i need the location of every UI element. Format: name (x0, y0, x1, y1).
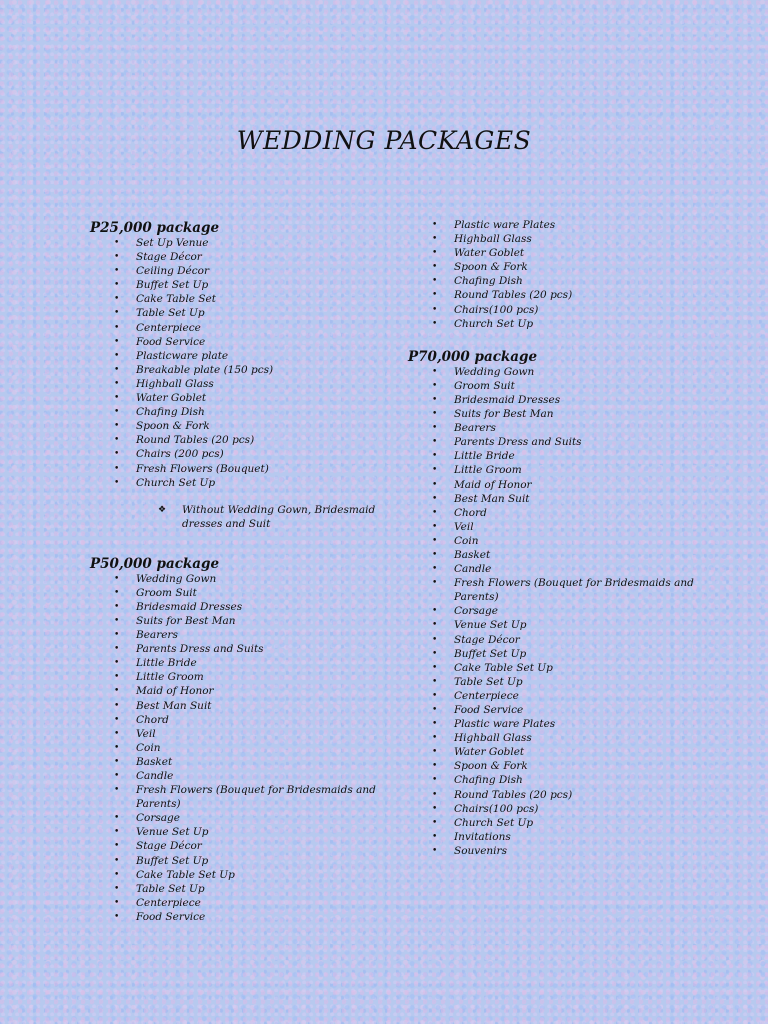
list-item-text: Stage Décor (136, 840, 202, 853)
list-item (408, 393, 708, 407)
bullet-icon: • (432, 662, 438, 673)
list-item (90, 628, 390, 642)
bullet-icon: • (114, 364, 120, 375)
bullet-icon: • (114, 855, 120, 866)
list-item-text: Corsage (136, 812, 180, 825)
list-item-text: Corsage (454, 605, 498, 618)
bullet-icon: • (114, 266, 120, 277)
list-item-text: Basket (454, 548, 491, 561)
list-item-text: Church Set Up (454, 317, 534, 330)
list-item (90, 292, 390, 306)
bullet-icon: • (432, 733, 438, 744)
list-item (90, 600, 390, 614)
page-title: WEDDING PACKAGES (236, 126, 532, 155)
bullet-icon: • (432, 690, 438, 701)
bullet-icon: • (114, 897, 120, 908)
bullet-icon: • (432, 521, 438, 532)
list-item (90, 854, 390, 868)
list-item-text: Best Man Suit (136, 699, 212, 712)
list-item (90, 868, 390, 882)
bullet-icon: • (432, 234, 438, 245)
list-item (90, 572, 390, 586)
bullet-icon: • (114, 407, 120, 418)
bullet-icon: • (114, 336, 120, 347)
list-item (90, 783, 390, 811)
bullet-icon: • (432, 817, 438, 828)
list-item (408, 534, 708, 548)
list-item (90, 684, 390, 698)
list-item-text: Food Service (136, 335, 206, 348)
list-item-text: Cake Table Set Up (136, 868, 235, 881)
list-item (90, 713, 390, 727)
list-item-text: Spoon & Fork (454, 760, 528, 773)
bullet-icon: • (114, 827, 120, 838)
list-item-text: Coin (454, 534, 479, 547)
bullet-icon: • (114, 393, 120, 404)
list-item-text: Bridesmaid Dresses (454, 393, 561, 406)
list-item (408, 717, 708, 731)
bullet-icon: • (114, 869, 120, 880)
list-item-text: Maid of Honor (454, 478, 532, 491)
list-item (90, 236, 390, 250)
bullet-icon: • (432, 366, 438, 377)
list-item (408, 675, 708, 689)
bullet-icon: • (432, 676, 438, 687)
list-item (90, 670, 390, 684)
list-item (408, 689, 708, 703)
list-item (408, 317, 708, 331)
list-item-text: Fresh Flowers (Bouquet for Bridesmaids and Parents) (136, 784, 376, 811)
list-item-text: Food Service (454, 704, 524, 716)
list-item-text: Round Tables (20 pcs) (454, 788, 573, 801)
list-item-text: Maid of Honor (136, 685, 214, 698)
bullet-icon: • (114, 785, 120, 796)
bullet-icon: • (114, 322, 120, 333)
list-item (408, 218, 708, 232)
list-item (90, 727, 390, 741)
list-item (408, 788, 708, 802)
list-item (408, 618, 708, 632)
list-item (408, 520, 708, 534)
list-item-text: Table Set Up (454, 675, 523, 688)
right-column (408, 218, 708, 858)
bullet-icon: • (432, 634, 438, 645)
list-item (408, 745, 708, 759)
list-item (90, 476, 390, 490)
list-item-text: Groom Suit (454, 379, 515, 392)
bullet-icon: • (114, 252, 120, 263)
bullet-icon: • (432, 578, 438, 589)
list-item (408, 365, 708, 379)
list-item-text: Table Set Up (136, 882, 205, 895)
bullet-icon: • (432, 564, 438, 575)
list-item (90, 377, 390, 391)
list-item (90, 433, 390, 447)
list-item (408, 633, 708, 647)
bullet-icon: • (114, 883, 120, 894)
bullet-icon: • (432, 304, 438, 315)
list-item-text: Round Tables (20 pcs) (136, 434, 255, 447)
list-item (90, 839, 390, 853)
list-item-text: Chairs(100 pcs) (454, 303, 539, 316)
list-item (408, 232, 708, 246)
list-item (408, 802, 708, 816)
list-item (408, 506, 708, 520)
bullet-icon: • (114, 841, 120, 852)
bullet-icon: • (432, 262, 438, 273)
list-item-text: Parents Dress and Suits (454, 436, 582, 449)
list-item (90, 447, 390, 461)
list-item (90, 642, 390, 656)
bullet-icon: • (432, 276, 438, 287)
list-item (408, 274, 708, 288)
list-item-text: Cake Table Set (136, 293, 216, 306)
bullet-icon: • (432, 789, 438, 800)
list-item-text: Plastic ware Plates (454, 718, 556, 731)
list-item-text: Highball Glass (136, 377, 214, 390)
list-item (408, 435, 708, 449)
bullet-icon: • (114, 421, 120, 432)
bullet-icon: • (114, 308, 120, 319)
list-item (90, 391, 390, 405)
left-column (90, 220, 390, 924)
list-item-text: Stage Décor (136, 251, 202, 264)
list-item (90, 419, 390, 433)
bullet-icon: • (432, 394, 438, 405)
list-item (408, 576, 708, 604)
list-item-text: Breakable plate (150 pcs) (136, 363, 274, 376)
list-item (90, 586, 390, 600)
list-item (408, 703, 708, 717)
list-item-text: Water Goblet (136, 392, 207, 405)
list-item (90, 656, 390, 670)
list-item-text: Water Goblet (454, 746, 525, 759)
list-item (90, 811, 390, 825)
list-item-text: Candle (454, 563, 492, 576)
bullet-icon: • (114, 672, 120, 683)
list-item-text: Suits for Best Man (136, 614, 236, 627)
list-item-text: Souvenirs (454, 844, 507, 857)
list-item-text: Centerpiece (136, 896, 201, 909)
list-item-text: Bridesmaid Dresses (136, 600, 243, 613)
bullet-icon: • (114, 378, 120, 389)
list-item (408, 246, 708, 260)
list-item (90, 363, 390, 377)
list-item (90, 335, 390, 349)
bullet-icon: • (114, 601, 120, 612)
bullet-icon: • (114, 756, 120, 767)
list-item (408, 478, 708, 492)
list-item-text: Highball Glass (454, 233, 532, 246)
bullet-icon: • (114, 573, 120, 584)
list-item-text: Wedding Gown (136, 572, 217, 585)
bullet-icon: • (114, 714, 120, 725)
list-item (90, 250, 390, 264)
list-item (408, 773, 708, 787)
list-item-text: Venue Set Up (454, 619, 527, 632)
list-item (90, 264, 390, 278)
list-item (408, 463, 708, 477)
list-item (408, 647, 708, 661)
bullet-icon: • (432, 803, 438, 814)
list-item (90, 405, 390, 419)
list-item-text: Plastic ware Plates (454, 219, 556, 231)
list-item-text: Bearers (136, 629, 178, 642)
list-item (90, 321, 390, 335)
list-item-text: Chafing Dish (454, 275, 523, 288)
p25-package-heading: P25,000 package (90, 220, 220, 236)
list-item-text: Cake Table Set Up (454, 661, 553, 674)
p25-item-list (90, 236, 390, 490)
p70-item-list (408, 365, 708, 858)
p50-item-list (90, 572, 390, 924)
list-item-text: Round Tables (20 pcs) (454, 289, 573, 302)
bullet-icon: • (114, 280, 120, 291)
list-item (408, 759, 708, 773)
list-item (408, 303, 708, 317)
list-item-text: Basket (136, 755, 173, 768)
bullet-icon: • (114, 477, 120, 488)
list-item (408, 421, 708, 435)
list-item-text: Chairs(100 pcs) (454, 802, 539, 815)
list-item (90, 462, 390, 476)
bullet-icon: • (432, 761, 438, 772)
bullet-icon: • (432, 549, 438, 560)
list-item-text: Bearers (454, 422, 496, 435)
list-item-text: Centerpiece (136, 321, 201, 334)
list-item (90, 614, 390, 628)
bullet-icon: • (114, 911, 120, 922)
list-item-text: Church Set Up (136, 476, 216, 489)
bullet-icon: • (114, 813, 120, 824)
bullet-icon: • (114, 350, 120, 361)
list-item (408, 449, 708, 463)
list-item-text: Spoon & Fork (454, 261, 528, 274)
bullet-icon: • (114, 686, 120, 697)
bullet-icon: • (432, 493, 438, 504)
list-item (90, 699, 390, 713)
list-item-text: Candle (136, 770, 174, 782)
bullet-icon: • (432, 705, 438, 715)
list-item (408, 288, 708, 302)
bullet-icon: • (432, 719, 438, 730)
bullet-icon: • (432, 479, 438, 490)
bullet-icon: • (432, 220, 438, 230)
list-item-text: Fresh Flowers (Bouquet for Bridesmaids and Parents) (454, 577, 694, 604)
bullet-icon: • (114, 658, 120, 669)
list-item (408, 661, 708, 675)
list-item-text: Buffet Set Up (454, 647, 527, 660)
bullet-icon: • (432, 380, 438, 391)
bullet-icon: • (432, 465, 438, 476)
list-item-text: Venue Set Up (136, 826, 209, 839)
list-item (90, 306, 390, 320)
list-item (408, 830, 708, 844)
list-item-text: Parents Dress and Suits (136, 643, 264, 656)
bullet-icon: • (432, 409, 438, 420)
list-item (408, 604, 708, 618)
list-item-text: Chord (454, 506, 487, 519)
list-item (408, 379, 708, 393)
list-item (90, 349, 390, 363)
list-item-text: Invitations (454, 830, 511, 843)
bullet-icon: • (114, 238, 120, 248)
bullet-icon: • (432, 831, 438, 842)
list-item-text: Highball Glass (454, 732, 532, 745)
list-item-text: Wedding Gown (454, 365, 535, 378)
list-item-text: Coin (136, 741, 161, 754)
p50-package-heading: P50,000 package (90, 555, 220, 572)
list-item (408, 260, 708, 274)
bullet-icon: • (114, 449, 120, 460)
list-item-text: Chafing Dish (454, 774, 523, 787)
p25-note-text: Without Wedding Gown, Bridesmaid dresses and Suit (182, 503, 376, 531)
list-item (408, 492, 708, 506)
list-item (90, 896, 390, 910)
bullet-icon: • (432, 620, 438, 631)
bullet-icon: • (114, 587, 120, 598)
bullet-icon: • (432, 507, 438, 518)
list-item (90, 769, 390, 783)
bullet-icon: • (432, 535, 438, 546)
list-item-text: Little Groom (454, 464, 522, 477)
bullet-icon: • (432, 451, 438, 462)
list-item-text: Centerpiece (454, 689, 519, 702)
list-item-text: Chafing Dish (136, 406, 205, 419)
list-item (90, 278, 390, 292)
list-item (408, 407, 708, 421)
list-item-text: Chord (136, 713, 169, 726)
list-item-text: Veil (454, 520, 474, 533)
list-item-text: Buffet Set Up (136, 854, 209, 867)
list-item-text: Groom Suit (136, 586, 197, 599)
list-item-text: Table Set Up (136, 307, 205, 320)
bullet-icon: • (432, 747, 438, 758)
list-item (90, 825, 390, 839)
list-item-text: Suits for Best Man (454, 408, 554, 421)
list-item-text: Buffet Set Up (136, 279, 209, 292)
bullet-icon: • (114, 728, 120, 739)
list-item (90, 910, 390, 924)
list-item-text: Chairs (200 pcs) (136, 448, 224, 461)
list-item (408, 548, 708, 562)
list-item-text: Ceiling Décor (136, 265, 209, 278)
bullet-icon: • (432, 845, 438, 856)
bullet-icon: • (432, 606, 438, 617)
p70-package-heading: P70,000 package (408, 348, 538, 365)
bullet-icon: • (114, 435, 120, 446)
list-item (90, 882, 390, 896)
bullet-icon: • (114, 742, 120, 753)
list-item-text: Food Service (136, 910, 206, 923)
bullet-icon: • (432, 423, 438, 434)
list-item (408, 562, 708, 576)
p50-item-list-continued (408, 218, 708, 331)
p25-note (90, 503, 390, 532)
list-item-text: Plasticware plate (136, 349, 229, 362)
diamond-bullet-icon: ❖ (158, 504, 167, 515)
list-item-text: Stage Décor (454, 633, 520, 646)
bullet-icon: • (114, 644, 120, 655)
bullet-icon: • (114, 615, 120, 626)
list-item-text: Spoon & Fork (136, 420, 210, 433)
list-item-text: Fresh Flowers (Bouquet) (136, 462, 269, 475)
list-item-text: Veil (136, 727, 156, 740)
list-item-text: Little Bride (136, 657, 197, 670)
bullet-icon: • (432, 290, 438, 301)
list-item (408, 816, 708, 830)
list-item-text: Church Set Up (454, 816, 534, 829)
bullet-icon: • (432, 318, 438, 329)
bullet-icon: • (432, 775, 438, 786)
bullet-icon: • (114, 294, 120, 305)
bullet-icon: • (114, 700, 120, 711)
list-item (408, 731, 708, 745)
bullet-icon: • (432, 437, 438, 448)
list-item-text: Best Man Suit (454, 492, 530, 505)
bullet-icon: • (114, 630, 120, 641)
list-item (90, 741, 390, 755)
bullet-icon: • (432, 248, 438, 259)
bullet-icon: • (432, 648, 438, 659)
list-item (408, 844, 708, 858)
bullet-icon: • (114, 463, 120, 474)
bullet-icon: • (114, 771, 120, 781)
list-item-text: Little Groom (136, 671, 204, 684)
list-item-text: Water Goblet (454, 247, 525, 260)
list-item (90, 755, 390, 769)
list-item-text: Little Bride (454, 450, 515, 463)
list-item-text: Set Up Venue (136, 237, 209, 249)
